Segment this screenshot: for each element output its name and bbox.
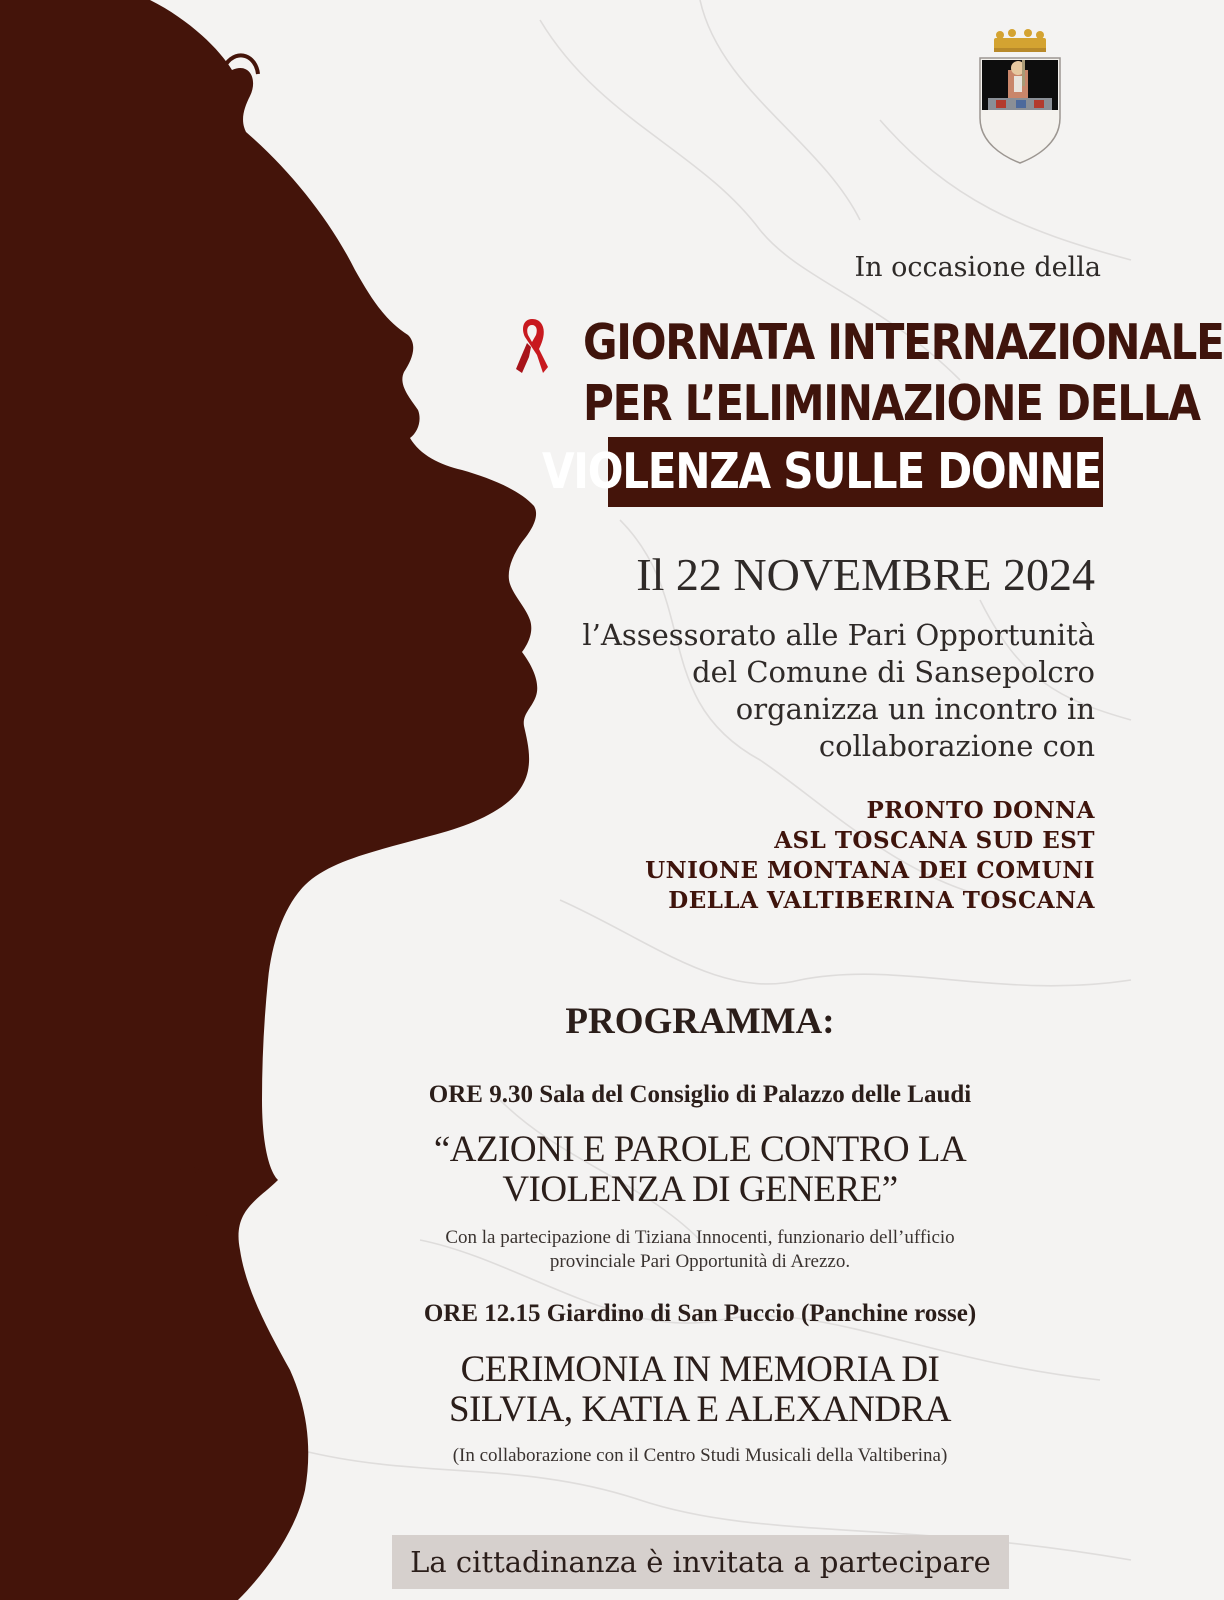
invite-text: La cittadinanza è invitata a partecipare <box>410 1545 991 1579</box>
partner-name: UNIONE MONTANA DEI COMUNI <box>645 857 1095 884</box>
event-note-line: (In collaborazione con il Centro Studi Musicali della Valtiberina) <box>452 1445 948 1466</box>
partner-name: ASL TOSCANA SUD EST <box>774 827 1095 854</box>
program-title: PROGRAMMA: <box>565 1001 835 1042</box>
event-time-place: ORE 9.30 Sala del Consiglio di Palazzo delle Laudi <box>428 1081 972 1108</box>
coat-of-arms <box>978 26 1062 164</box>
event-headline <box>583 312 1224 434</box>
event-note-line: provinciale Pari Opportunità di Arezzo. <box>549 1251 851 1272</box>
event-time-place: ORE 12.15 Giardino di San Puccio (Panchine rosse) <box>423 1300 977 1327</box>
intro-text: In occasione della <box>854 252 1101 283</box>
event-title <box>360 1130 1040 1210</box>
event-title-line: SILVIA, KATIA E ALEXANDRA <box>448 1389 952 1430</box>
partner-list <box>575 796 1095 916</box>
organizer-description <box>575 617 1095 765</box>
description-line: l’Assessorato alle Pari Opportunità <box>582 618 1095 652</box>
event-title-line: “AZIONI E PAROLE CONTRO LA <box>433 1129 967 1170</box>
event-note-line: Con la partecipazione di Tiziana Innocenti, funzionario dell’ufficio <box>445 1227 955 1248</box>
partner-name: PRONTO DONNA <box>866 797 1095 824</box>
partner-name: DELLA VALTIBERINA TOSCANA <box>668 887 1095 914</box>
crown-icon <box>994 29 1046 52</box>
event-title <box>360 1350 1040 1430</box>
event-note <box>360 1226 1040 1274</box>
description-line: collaborazione con <box>818 729 1095 763</box>
event-title-line: CERIMONIA IN MEMORIA DI <box>460 1349 940 1390</box>
awareness-ribbon-icon <box>515 315 549 377</box>
description-line: del Comune di Sansepolcro <box>692 655 1095 689</box>
event-title-line: VIOLENZA DI GENERE” <box>502 1169 898 1210</box>
description-line: organizza un incontro in <box>735 692 1095 726</box>
headline-line-3: VIOLENZA SULLE DONNE <box>542 443 1101 500</box>
event-note <box>360 1444 1040 1468</box>
headline-line-2: PER L’ELIMINAZIONE DELLA <box>583 375 1200 432</box>
event-date: Il 22 NOVEMBRE 2024 <box>636 549 1095 600</box>
headline-line-1: GIORNATA INTERNAZIONALE <box>583 314 1224 371</box>
